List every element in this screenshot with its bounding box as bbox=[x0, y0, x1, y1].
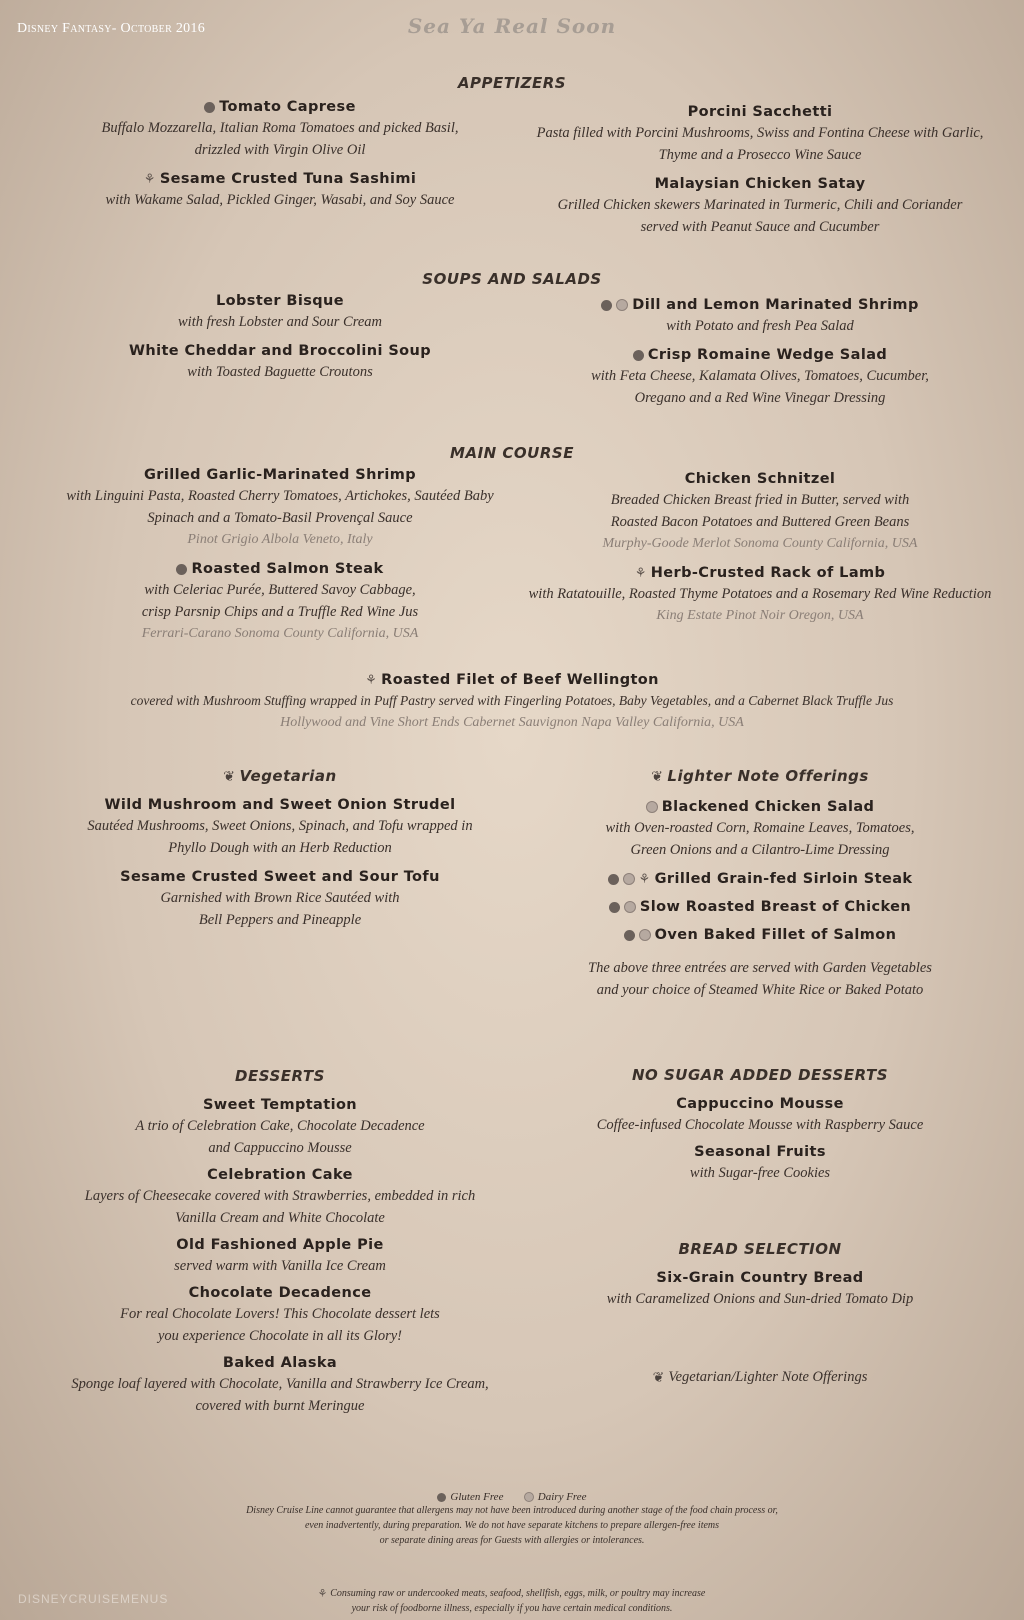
no-sugar-section bbox=[520, 1066, 1000, 1194]
menu-item bbox=[40, 1355, 520, 1417]
dish-desc: Bell Peppers and Pineapple bbox=[198, 912, 362, 928]
gluten-free-icon bbox=[608, 874, 619, 885]
dish-desc: Roasted Bacon Potatoes and Buttered Green Beans bbox=[610, 514, 910, 530]
dish-name: Tomato Caprese bbox=[219, 99, 356, 115]
allergen-disclaimer bbox=[60, 1503, 964, 1548]
dish-desc: with Wakame Salad, Pickled Ginger, Wasabi, and Soy Sauce bbox=[105, 192, 455, 208]
dish-name: Crisp Romaine Wedge Salad bbox=[647, 347, 888, 363]
gluten-free-icon bbox=[624, 930, 635, 941]
dish-desc: with Oven-roasted Corn, Romaine Leaves, Tomatoes, bbox=[605, 820, 915, 836]
raw-food-warning-icon: ⚘ bbox=[634, 565, 647, 581]
dish-desc: Sponge loaf layered with Chocolate, Vanilla and Strawberry Ice Cream, bbox=[71, 1376, 489, 1392]
menu-item bbox=[520, 565, 1000, 627]
menu-item bbox=[520, 799, 1000, 861]
dish-name: Sweet Temptation bbox=[202, 1097, 358, 1113]
photo-caption: Disney Fantasy- October 2016 bbox=[17, 21, 206, 36]
legend bbox=[60, 1485, 964, 1504]
dish-desc: with Linguini Pasta, Roasted Cherry Tomatoes, Artichokes, Sautéed Baby bbox=[66, 488, 494, 504]
gluten-free-label: Gluten Free bbox=[450, 1491, 504, 1503]
dish-name: Grilled Grain-fed Sirloin Steak bbox=[654, 871, 913, 887]
dairy-free-icon bbox=[624, 901, 636, 913]
soups-heading: SOUPS AND SALADS bbox=[422, 270, 602, 288]
menu-item bbox=[520, 297, 1000, 337]
dish-desc: Garnished with Brown Rice Sautéed with bbox=[160, 890, 400, 906]
raw-food-warning-icon: ⚘ bbox=[143, 171, 156, 187]
menu-item bbox=[520, 471, 1000, 555]
dish-desc: with Potato and fresh Pea Salad bbox=[666, 318, 854, 334]
menu-item bbox=[40, 1285, 520, 1347]
note-line: and your choice of Steamed White Rice or Baked Potato bbox=[596, 982, 924, 998]
menu-item bbox=[40, 99, 520, 161]
dish-name: Lobster Bisque bbox=[216, 293, 344, 309]
menu-item bbox=[520, 1144, 1000, 1184]
dish-desc: Green Onions and a Cilantro-Lime Dressing bbox=[630, 842, 890, 858]
lighter-heading: Lighter Note Offerings bbox=[667, 767, 869, 785]
dish-desc: you experience Chocolate in all its Glory! bbox=[157, 1328, 402, 1344]
main-center bbox=[60, 672, 964, 744]
gluten-free-icon bbox=[633, 350, 644, 361]
wine-pairing: Pinot Grigio Albola Veneto, Italy bbox=[187, 532, 373, 547]
raw-food-warning bbox=[60, 1586, 964, 1616]
dairy-free-icon bbox=[623, 873, 635, 885]
dish-name: Grilled Garlic-Marinated Shrimp bbox=[143, 467, 417, 483]
dish-desc: served with Peanut Sauce and Cucumber bbox=[640, 219, 880, 235]
dish-name: Celebration Cake bbox=[207, 1167, 353, 1183]
warning-line: your risk of foodborne illness, especially if you have certain medical conditions. bbox=[351, 1603, 673, 1615]
menu-title: Sea Ya Real Soon bbox=[407, 14, 617, 38]
menu-item bbox=[520, 1096, 1000, 1136]
menu-item bbox=[60, 672, 964, 734]
dish-name: Sesame Crusted Sweet and Sour Tofu bbox=[120, 869, 440, 885]
vegetarian-heading: Vegetarian bbox=[239, 767, 337, 785]
menu-item bbox=[40, 1237, 520, 1277]
menu-item bbox=[520, 347, 1000, 409]
main-left bbox=[40, 467, 520, 655]
dish-name: Roasted Filet of Beef Wellington bbox=[381, 672, 659, 688]
dish-name: Oven Baked Fillet of Salmon bbox=[654, 927, 897, 943]
dish-name: Baked Alaska bbox=[222, 1355, 338, 1371]
soups-right bbox=[520, 297, 1000, 419]
dish-desc: Coffee-infused Chocolate Mousse with Raspberry Sauce bbox=[596, 1117, 924, 1133]
menu-item bbox=[40, 343, 520, 383]
disclaimer-line: even inadvertently, during preparation. We do not have separate kitchens to prepare allergen-free items bbox=[304, 1520, 720, 1531]
dish-name: Slow Roasted Breast of Chicken bbox=[639, 899, 912, 915]
dish-name: Malaysian Chicken Satay bbox=[654, 176, 866, 192]
appetizers-heading: APPETIZERS bbox=[457, 74, 567, 92]
menu-item bbox=[40, 171, 520, 211]
menu-item bbox=[40, 869, 520, 931]
dish-name: Cappuccino Mousse bbox=[676, 1096, 844, 1112]
menu-item bbox=[520, 871, 1000, 887]
menu-item bbox=[40, 561, 520, 645]
menu-item bbox=[40, 293, 520, 333]
gluten-free-icon bbox=[601, 300, 612, 311]
dish-desc: and Cappuccino Mousse bbox=[208, 1140, 352, 1156]
dairy-free-label: Dairy Free bbox=[537, 1491, 587, 1503]
watermark: DISNEYCRUISEMENUS bbox=[18, 1592, 169, 1606]
desserts-section bbox=[40, 1067, 520, 1427]
warning-line: Consuming raw or undercooked meats, seafood, shellfish, eggs, milk, or poultry may increase bbox=[330, 1588, 706, 1599]
dish-desc: served warm with Vanilla Ice Cream bbox=[174, 1258, 386, 1274]
dish-desc: with Celeriac Purée, Buttered Savoy Cabbage, bbox=[144, 582, 416, 598]
menu-item bbox=[520, 104, 1000, 166]
dish-desc: covered with burnt Meringue bbox=[195, 1398, 365, 1414]
no-sugar-heading: NO SUGAR ADDED DESSERTS bbox=[631, 1066, 889, 1084]
dish-desc: with Feta Cheese, Kalamata Olives, Tomatoes, Cucumber, bbox=[591, 368, 929, 384]
dish-desc: drizzled with Virgin Olive Oil bbox=[194, 142, 366, 158]
dish-desc: Spinach and a Tomato-Basil Provençal Sauce bbox=[147, 510, 413, 526]
menu-item bbox=[520, 899, 1000, 915]
dish-desc: Buffalo Mozzarella, Italian Roma Tomatoes and picked Basil, bbox=[101, 120, 459, 136]
disclaimer-line: Disney Cruise Line cannot guarantee that allergens may not have been introduced during another stage of the food chain process or, bbox=[246, 1505, 778, 1516]
note-line: The above three entrées are served with Garden Vegetables bbox=[588, 960, 932, 976]
soups-left bbox=[40, 293, 520, 393]
dish-desc: Sautéed Mushrooms, Sweet Onions, Spinach, and Tofu wrapped in bbox=[87, 818, 473, 834]
dairy-free-icon bbox=[639, 929, 651, 941]
gluten-free-icon bbox=[176, 564, 187, 575]
wine-pairing: Ferrari-Carano Sonoma County California, USA bbox=[141, 626, 419, 641]
dish-desc: Pasta filled with Porcini Mushrooms, Swiss and Fontina Cheese with Garlic, bbox=[536, 125, 984, 141]
entree-note bbox=[520, 957, 1000, 1001]
dish-desc: Oregano and a Red Wine Vinegar Dressing bbox=[634, 390, 886, 406]
wine-pairing: King Estate Pinot Noir Oregon, USA bbox=[656, 608, 864, 623]
main-right bbox=[520, 471, 1000, 637]
mickey-icon: ❦ bbox=[651, 768, 664, 785]
menu-item bbox=[520, 927, 1000, 943]
raw-food-warning-icon: ⚘ bbox=[365, 672, 378, 688]
dish-name: Herb-Crusted Rack of Lamb bbox=[650, 565, 886, 581]
dish-name: Seasonal Fruits bbox=[694, 1144, 826, 1160]
wine-pairing: Murphy-Goode Merlot Sonoma County California, USA bbox=[602, 536, 918, 551]
dish-desc: covered with Mushroom Stuffing wrapped in Puff Pastry served with Fingerling Potatoes, Baby Vegetables, and a Cabernet Black Truffle Jus bbox=[130, 693, 894, 708]
dish-name: Wild Mushroom and Sweet Onion Strudel bbox=[104, 797, 456, 813]
dish-desc: Breaded Chicken Breast fried in Butter, served with bbox=[610, 492, 910, 508]
mickey-icon: ❦ bbox=[652, 1369, 665, 1386]
dish-desc: with Sugar-free Cookies bbox=[689, 1165, 831, 1181]
dish-desc: with Ratatouille, Roasted Thyme Potatoes and a Rosemary Red Wine Reduction bbox=[528, 586, 992, 602]
dish-desc: Thyme and a Prosecco Wine Sauce bbox=[658, 147, 862, 163]
menu-item bbox=[520, 176, 1000, 238]
menu-item bbox=[40, 797, 520, 859]
dish-desc: Layers of Cheesecake covered with Strawberries, embedded in rich bbox=[84, 1188, 476, 1204]
lighter-section bbox=[520, 767, 1000, 1001]
mickey-icon: ❦ bbox=[223, 768, 236, 785]
dish-name: Blackened Chicken Salad bbox=[661, 799, 875, 815]
gluten-free-icon bbox=[437, 1493, 446, 1502]
dish-name: Chocolate Decadence bbox=[188, 1285, 372, 1301]
dish-desc: with Toasted Baguette Croutons bbox=[187, 364, 373, 380]
dish-name: Roasted Salmon Steak bbox=[191, 561, 384, 577]
dish-desc: crisp Parsnip Chips and a Truffle Red Wine Jus bbox=[141, 604, 419, 620]
dairy-free-icon bbox=[524, 1492, 534, 1502]
wine-pairing: Hollywood and Vine Short Ends Cabernet Sauvignon Napa Valley California, USA bbox=[280, 715, 744, 730]
main-heading: MAIN COURSE bbox=[450, 444, 574, 462]
dish-name: Porcini Sacchetti bbox=[687, 104, 833, 120]
bread-heading: BREAD SELECTION bbox=[678, 1240, 842, 1258]
veg-legend bbox=[520, 1366, 1000, 1389]
bread-section bbox=[520, 1240, 1000, 1310]
raw-food-warning-icon: ⚘ bbox=[318, 1587, 327, 1601]
desserts-heading: DESSERTS bbox=[235, 1067, 325, 1085]
dairy-free-icon bbox=[646, 801, 658, 813]
gluten-free-icon bbox=[204, 102, 215, 113]
raw-food-warning-icon: ⚘ bbox=[638, 871, 651, 887]
dairy-free-icon bbox=[616, 299, 628, 311]
dish-name: Dill and Lemon Marinated Shrimp bbox=[632, 297, 919, 313]
dish-name: Sesame Crusted Tuna Sashimi bbox=[159, 171, 417, 187]
menu-item bbox=[40, 467, 520, 551]
dish-desc: A trio of Celebration Cake, Chocolate Decadence bbox=[135, 1118, 425, 1134]
dish-name: Chicken Schnitzel bbox=[684, 471, 836, 487]
dish-desc: Phyllo Dough with an Herb Reduction bbox=[168, 840, 392, 856]
appetizers-right bbox=[520, 104, 1000, 248]
dish-desc: For real Chocolate Lovers! This Chocolate dessert lets bbox=[120, 1306, 440, 1322]
dish-desc: with Caramelized Onions and Sun-dried Tomato Dip bbox=[606, 1291, 914, 1307]
dish-name: White Cheddar and Broccolini Soup bbox=[128, 343, 432, 359]
vegetarian-section bbox=[40, 767, 520, 941]
menu-item bbox=[40, 1167, 520, 1229]
appetizers-left bbox=[40, 99, 520, 221]
gluten-free-icon bbox=[609, 902, 620, 913]
veg-legend-label: Vegetarian/Lighter Note Offerings bbox=[668, 1369, 868, 1385]
disclaimer-line: or separate dining areas for Guests with allergies or intolerances. bbox=[379, 1535, 645, 1546]
dish-name: Old Fashioned Apple Pie bbox=[176, 1237, 384, 1253]
dish-name: Six-Grain Country Bread bbox=[656, 1270, 864, 1286]
dish-desc: with fresh Lobster and Sour Cream bbox=[178, 314, 382, 330]
menu-item bbox=[40, 1097, 520, 1159]
dish-desc: Vanilla Cream and White Chocolate bbox=[175, 1210, 385, 1226]
dish-desc: Grilled Chicken skewers Marinated in Turmeric, Chili and Coriander bbox=[557, 197, 963, 213]
